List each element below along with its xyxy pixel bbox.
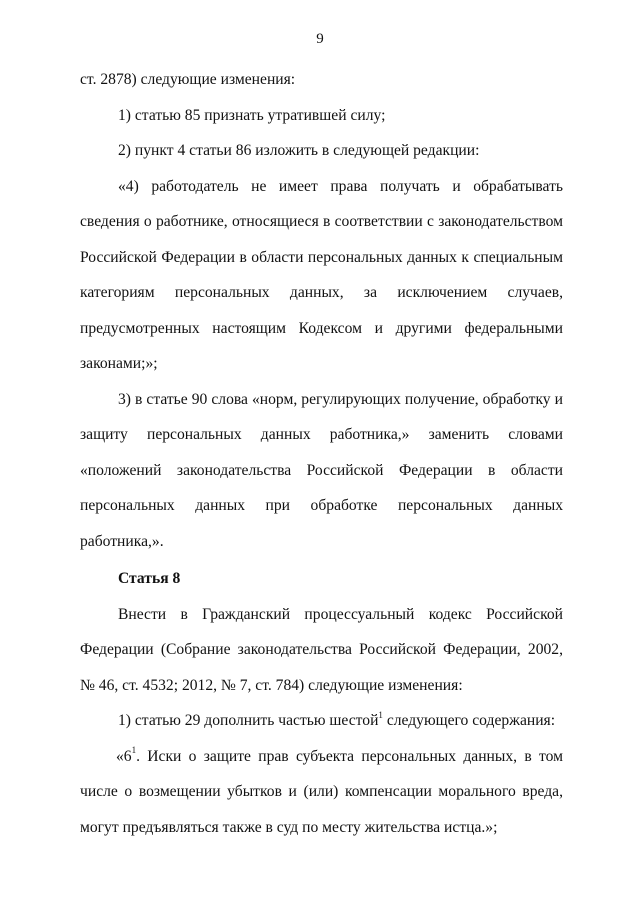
- amendment-1-superscript: 1: [378, 709, 383, 720]
- quote-6-paragraph: [80, 739, 563, 846]
- article-8-paragraph: Внести в Гражданский процессуальный кодекс Российской Федерации (Собрание законодательства Российской Федерации, 2002, № 46, ст. 4532; 2012, № 7, ст. 784) следующие изменения:: [80, 605, 563, 694]
- quote-4-paragraph: «4) работодатель не имеет права получать и обрабатывать сведения о работнике, относящиеся в соответствии с законодательством Российской Федерации в области персональных данных к специальным категориям персональных данных, за исключением случаев, предусмотренных настоящим Кодексом и другими федеральными законами;»;: [80, 177, 563, 372]
- amendment-1-paragraph: [80, 703, 563, 739]
- article-8-heading: Статья 8: [118, 570, 181, 587]
- item-1-paragraph: 1) статью 85 признать утратившей силу;: [118, 106, 386, 124]
- quote-6-prefix: «6: [116, 747, 132, 765]
- document-body: [80, 62, 563, 845]
- quote-6-text: . Иски о защите прав субъекта персональных данных, в том числе о возмещении убытков и (или) компенсации морального вреда, могут предъявляться также в суд по месту жительства истца.»;: [80, 747, 563, 836]
- quote-6-superscript: 1: [131, 745, 137, 756]
- page-number: 9: [316, 31, 324, 47]
- item-2-paragraph: 2) пункт 4 статьи 86 изложить в следующей редакции:: [118, 142, 480, 159]
- amendment-1-text-end: следующего содержания:: [382, 712, 556, 729]
- amendment-1-text: 1) статью 29 дополнить частью шестой: [118, 712, 379, 729]
- intro-paragraph: ст. 2878) следующие изменения:: [80, 71, 296, 88]
- item-3-paragraph: 3) в статье 90 слова «норм, регулирующих получение, обработку и защиту персональных данных работника,» заменить словами «положений законодательства Российской Федерации в области персональных данных при обработке персональных данных работника,».: [80, 390, 563, 550]
